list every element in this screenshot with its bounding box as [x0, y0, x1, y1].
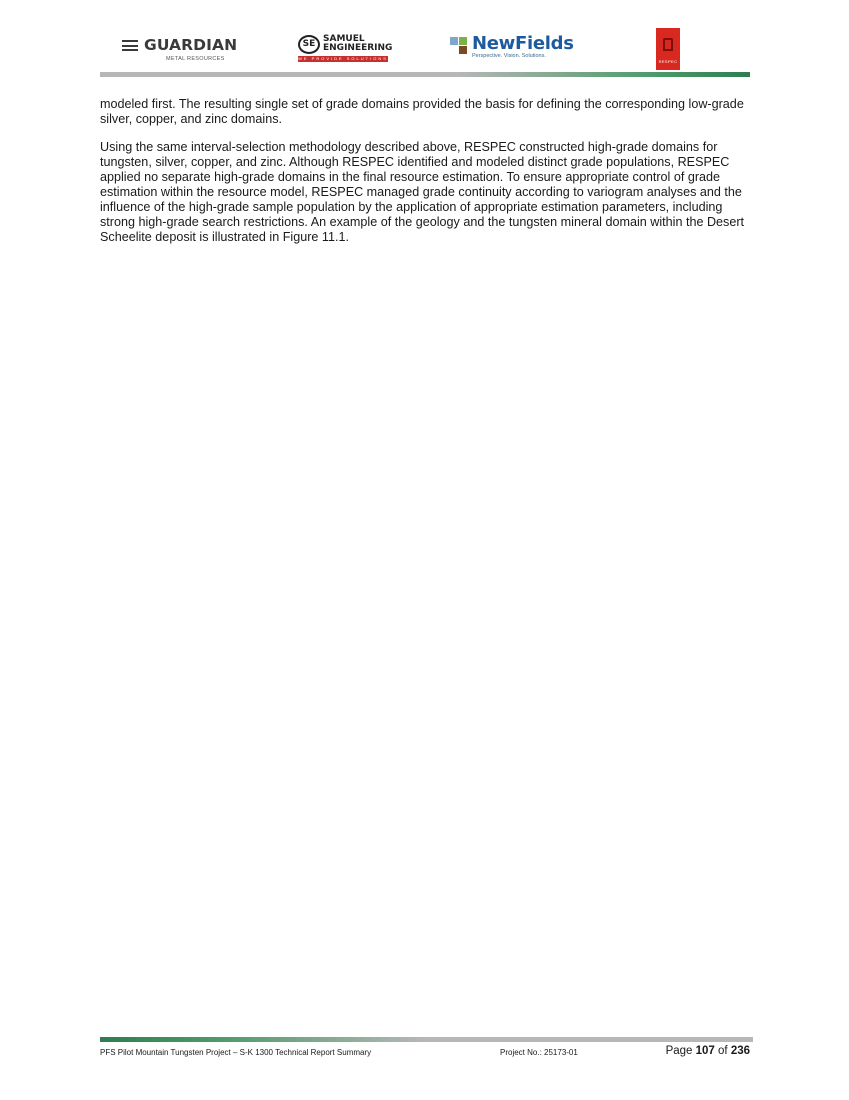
guardian-bars-icon	[122, 40, 138, 51]
body-paragraph: Using the same interval-selection methodology described above, RESPEC constructed high-grade domains for tungsten, silver, copper, and zinc. Although RESPEC identified and modeled distinct grade populations, RESPEC applied no separate high-grade domains in the final resource estimation. To ensure appropriate control of grade estimation within the resource model, RESPEC managed grade continuity according to variogram analyses and the influence of the high-grade sample population by the application of appropriate estimation parameters, including strong high-grade search restrictions. An example of the geology and the tungsten mineral domain within the Desert Scheelite deposit is illustrated in Figure 11.1.	[100, 140, 745, 244]
footer-report-title: PFS Pilot Mountain Tungsten Project – S-K 1300 Technical Report Summary	[100, 1048, 372, 1057]
respec-logo-name: RESPEC	[658, 59, 678, 64]
body-paragraph: modeled first. The resulting single set of grade domains provided the basis for defining the corresponding low-grade silver, copper, and zinc domains.	[100, 97, 744, 126]
samuel-engineering-logo	[298, 34, 393, 66]
samuel-logo-line1: SAMUEL	[323, 34, 365, 44]
footer-project-number: Project No.: 25173-01	[500, 1048, 578, 1057]
page-number	[666, 1045, 750, 1057]
page-of-label: of	[718, 1045, 728, 1057]
footer-divider	[100, 1037, 753, 1042]
samuel-logo-line2: ENGINEERING	[323, 43, 393, 53]
page-label: Page	[665, 1045, 693, 1057]
page-footer	[100, 1047, 753, 1063]
header-divider	[100, 72, 750, 77]
newfields-logo-name: NewFields	[472, 33, 574, 54]
newfields-square-icon	[450, 37, 458, 45]
page-header	[100, 28, 750, 72]
newfields-square-icon	[459, 46, 467, 54]
guardian-logo	[120, 36, 245, 64]
newfields-logo	[450, 34, 580, 66]
newfields-logo-tagline: Perspective. Vision. Solutions.	[472, 53, 546, 59]
document-body	[100, 97, 750, 258]
page-total: 236	[730, 1045, 750, 1057]
guardian-logo-name: GUARDIAN	[144, 36, 238, 54]
guardian-logo-subtitle: METAL RESOURCES	[166, 56, 225, 62]
samuel-logo-tagline: WE PROVIDE SOLUTIONS	[298, 56, 388, 61]
page-current: 107	[695, 1045, 715, 1057]
se-badge-icon: SE	[298, 35, 320, 54]
newfields-square-icon	[459, 37, 467, 45]
respec-logo	[656, 28, 680, 70]
respec-mark-icon	[663, 38, 673, 51]
